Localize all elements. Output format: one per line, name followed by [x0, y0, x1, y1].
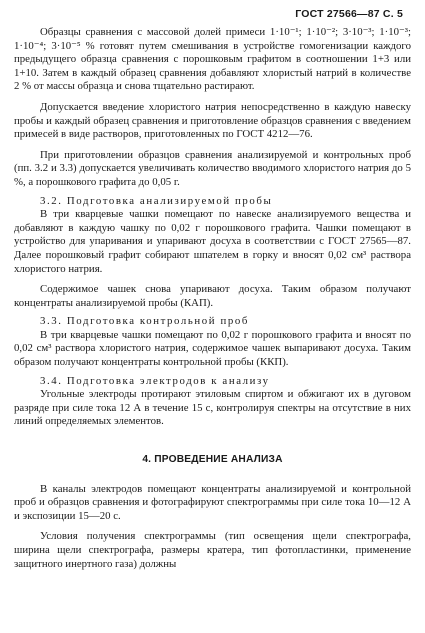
paragraph-reference-samples: Образцы сравнения с массовой долей примеси 1·10⁻¹; 1·10⁻²; 3·10⁻³; 1·10⁻³; 1·10⁻⁴; 3·10⁻⁵ % готовят путем смешивания в устройстве гомогенизации каждого предыдущего образца сравнения с порошковым графитом в соотношении 1+3 или 1+10. Затем в каждый образец сравнения добавляют хлористый натрий в количестве 2 % от массы образца и снова тщательно растирают.: [14, 26, 411, 93]
paragraph-control-sample: В три кварцевые чашки помещают по 0,02 г порошкового графита и вносят по 0,02 см³ раствора хлористого натрия, содержимое чашек выпаривают досуха. Таким образом получают концентраты контрольной пробы (ККП).: [14, 328, 411, 369]
section-4-heading: 4. ПРОВЕДЕНИЕ АНАЛИЗА: [142, 454, 283, 466]
paragraph-conditions: Условия получения спектрограммы (тип освещения щели спектрографа, ширина щели спектрографа, размеры кратера, тип фотопластинки, применение защитного инертного газа) должны: [14, 530, 411, 570]
subsection-3-2-title: 3.2. Подготовка анализируемой пробы: [40, 194, 273, 207]
paragraph-sodium-chloride-option: Допускается введение хлористого натрия непосредственно в каждую навеску пробы и каждый образец сравнения и приготовление образцов сравнения с введением примесей в виде растворов, приготовленных по ГОСТ 4212—76.: [14, 100, 411, 141]
page-header: ГОСТ 27566—87 С. 5: [295, 8, 403, 20]
subsection-3-4-title: 3.4. Подготовка электродов к анализу: [40, 374, 270, 387]
paragraph-increase-allowance: При приготовлении образцов сравнения анализируемой и контрольных проб (пп. 3.2 и 3.3) допускается увеличивать количество вводимого хлористого натрия до 5 %, а порошкового графита до 0,05 г.: [14, 148, 411, 188]
document-body: [14, 26, 411, 571]
paragraph-electrodes: Угольные электроды протирают этиловым спиртом и обжигают их в дуговом разряде при силе тока 12 А в течение 15 с, контролируя спектры на отсутствие в них линий определяемых элементов.: [14, 388, 411, 428]
paragraph-evaporation: Содержимое чашек снова упаривают досуха. Таким образом получают концентраты анализируемой пробы (КАП).: [14, 283, 411, 309]
paragraph-analyzed-sample: В три кварцевые чашки помещают по навеске анализируемого вещества и добавляют в каждую чашку по 0,02 г порошкового графита. Чашки помещают в устройство для упаривания и упаривают досуха в соответствии с ГОСТ 27565—87. Далее порошковый графит собирают шпателем в горку и вносят 0,02 см³ раствора хлористого натрия.: [14, 208, 411, 275]
paragraph-analysis: В каналы электродов помещают концентраты анализируемой и контрольной проб и образцов сравнения и фотографируют спектрограммы при силе тока 10—12 А и экспозиции 15—20 с.: [14, 482, 411, 522]
subsection-3-3-title: 3.3. Подготовка контрольной проб: [40, 315, 249, 328]
